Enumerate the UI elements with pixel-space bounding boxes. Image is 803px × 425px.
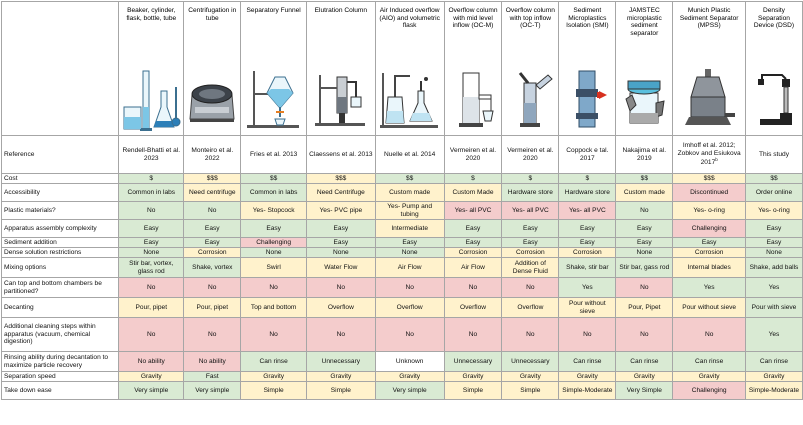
overflow-column-top-icon xyxy=(504,67,556,131)
criteria-label: Accessibility xyxy=(2,184,119,202)
rating-cell: Easy xyxy=(184,238,241,248)
rating-cell: Very simple xyxy=(119,382,184,400)
reference-footnote-marker: b xyxy=(715,157,718,163)
rating-cell: Easy xyxy=(119,238,184,248)
rating-cell: No xyxy=(559,318,616,352)
reference-cell xyxy=(375,136,444,174)
rating-cell: Easy xyxy=(559,238,616,248)
rating-cell: Gravity xyxy=(673,372,746,382)
rating-cell: Yes xyxy=(745,318,802,352)
rating-cell: Very simple xyxy=(184,382,241,400)
reference-cell xyxy=(616,136,673,174)
rating-cell: Can rinse xyxy=(241,352,307,372)
rating-cell: $$$ xyxy=(307,174,376,184)
rating-cell: Internal blades xyxy=(673,258,746,278)
rating-cell: Top and bottom xyxy=(241,298,307,318)
reference-cell xyxy=(241,136,307,174)
rating-cell: Easy xyxy=(559,220,616,238)
criteria-row xyxy=(2,382,803,400)
rating-cell: Overflow xyxy=(502,298,559,318)
criteria-row xyxy=(2,248,803,258)
apparatus-name: Overflow column with mid level inflow (OC-M) xyxy=(448,7,498,30)
reference-text: Monteiro et al. 2022 xyxy=(191,146,234,162)
rating-cell: Yes- PVC pipe xyxy=(307,202,376,220)
rating-cell: Simple xyxy=(307,382,376,400)
rating-cell: Can rinse xyxy=(673,352,746,372)
apparatus-header-cell xyxy=(119,2,184,136)
rating-cell: No xyxy=(502,278,559,298)
apparatus-header-cell xyxy=(241,2,307,136)
rating-cell: No ability xyxy=(119,352,184,372)
rating-cell: Yes- all PVC xyxy=(444,202,502,220)
rating-cell: Gravity xyxy=(241,372,307,382)
rating-cell: None xyxy=(119,248,184,258)
rating-cell: Yes- Stopcock xyxy=(241,202,307,220)
rating-cell: Challenging xyxy=(673,220,746,238)
rating-cell: No xyxy=(307,318,376,352)
rating-cell: No xyxy=(375,278,444,298)
jamstec-separator-icon xyxy=(618,67,670,131)
criteria-label: Decanting xyxy=(2,298,119,318)
criteria-label: Sediment addition xyxy=(2,238,119,248)
reference-row xyxy=(2,136,803,174)
rating-cell: Unnecessary xyxy=(307,352,376,372)
rating-cell: Gravity xyxy=(616,372,673,382)
reference-text: This study xyxy=(758,150,790,158)
criteria-row xyxy=(2,258,803,278)
reference-cell xyxy=(559,136,616,174)
criteria-row xyxy=(2,174,803,184)
criteria-row xyxy=(2,318,803,352)
rating-cell: Air Flow xyxy=(444,258,502,278)
apparatus-header-cell xyxy=(616,2,673,136)
rating-cell: Yes- Pump and tubing xyxy=(375,202,444,220)
smi-unit-icon xyxy=(561,67,613,131)
table-body xyxy=(2,2,803,400)
apparatus-header-cell xyxy=(745,2,802,136)
rating-cell: Common in labs xyxy=(241,184,307,202)
rating-cell: Custom made xyxy=(616,184,673,202)
rating-cell: Pour without sieve xyxy=(559,298,616,318)
apparatus-name: Munich Plastic Sediment Separator (MPSS) xyxy=(679,7,739,30)
elutriation-column-icon xyxy=(309,67,373,131)
criteria-label: Can top and bottom chambers be partitioned? xyxy=(2,278,119,298)
rating-cell: Challenging xyxy=(241,238,307,248)
rating-cell: Unnecessary xyxy=(444,352,502,372)
reference-text: Nakajima et al. 2019 xyxy=(622,146,667,162)
criteria-label: Plastic materials? xyxy=(2,202,119,220)
rating-cell: Swirl xyxy=(241,258,307,278)
criteria-row xyxy=(2,202,803,220)
rating-cell: No xyxy=(444,318,502,352)
rating-cell: Corrosion xyxy=(502,248,559,258)
rating-cell: No xyxy=(375,318,444,352)
rating-cell: $$ xyxy=(241,174,307,184)
rating-cell: Need centrifuge xyxy=(184,184,241,202)
rating-cell: No ability xyxy=(184,352,241,372)
criteria-row xyxy=(2,184,803,202)
rating-cell: Easy xyxy=(307,220,376,238)
rating-cell: Shake, stir bar xyxy=(559,258,616,278)
rating-cell: Easy xyxy=(616,220,673,238)
criteria-row xyxy=(2,298,803,318)
criteria-label: Separation speed xyxy=(2,372,119,382)
rating-cell: Simple xyxy=(502,382,559,400)
rating-cell: Easy xyxy=(119,220,184,238)
air-overflow-apparatus-icon xyxy=(378,67,442,133)
criteria-row xyxy=(2,278,803,298)
reference-cell xyxy=(444,136,502,174)
rating-cell: Gravity xyxy=(119,372,184,382)
rating-cell: None xyxy=(616,248,673,258)
criteria-row xyxy=(2,372,803,382)
criteria-label: Cost xyxy=(2,174,119,184)
rating-cell: Yes xyxy=(745,278,802,298)
reference-cell xyxy=(184,136,241,174)
rating-cell: Easy xyxy=(673,238,746,248)
apparatus-header-cell xyxy=(184,2,241,136)
rating-cell: Gravity xyxy=(307,372,376,382)
apparatus-name: Beaker, cylinder, flask, bottle, tube xyxy=(126,7,177,22)
reference-text: Fries et al. 2013 xyxy=(250,150,298,158)
rating-cell: Corrosion xyxy=(673,248,746,258)
rating-cell: Custom Made xyxy=(444,184,502,202)
rating-cell: Custom made xyxy=(375,184,444,202)
reference-text: Rendell-Bhatti et al. 2023 xyxy=(122,146,181,162)
rating-cell: Very Simple xyxy=(616,382,673,400)
apparatus-name: Centrifugation in tube xyxy=(188,7,237,22)
rating-cell: Yes xyxy=(559,278,616,298)
rating-cell: Challenging xyxy=(673,382,746,400)
rating-cell: Unknown xyxy=(375,352,444,372)
rating-cell: Need Centrifuge xyxy=(307,184,376,202)
rating-cell: Pour, pipet xyxy=(184,298,241,318)
reference-label: Reference xyxy=(2,136,119,174)
rating-cell: Pour, pipet xyxy=(119,298,184,318)
rating-cell: Discontinued xyxy=(673,184,746,202)
rating-cell: No xyxy=(184,202,241,220)
rating-cell: Yes- all PVC xyxy=(559,202,616,220)
rating-cell: No xyxy=(184,278,241,298)
rating-cell: Very simple xyxy=(375,382,444,400)
centrifuge-icon xyxy=(186,67,238,127)
apparatus-name: Density Separation Device (DSD) xyxy=(753,7,795,30)
comparison-table xyxy=(1,1,803,400)
criteria-label: Mixing options xyxy=(2,258,119,278)
rating-cell: Easy xyxy=(241,220,307,238)
rating-cell: Stir bar, vortex, glass rod xyxy=(119,258,184,278)
rating-cell: $$$ xyxy=(673,174,746,184)
reference-text: Claessens et al. 2013 xyxy=(309,150,373,158)
apparatus-header-cell xyxy=(502,2,559,136)
criteria-label: Rinsing ability during decantation to maximize particle recovery xyxy=(2,352,119,372)
apparatus-name: Sediment Microplastics Isolation (SMI) xyxy=(566,7,609,30)
rating-cell: Easy xyxy=(502,220,559,238)
reference-cell xyxy=(745,136,802,174)
rating-cell: Pour without sieve xyxy=(673,298,746,318)
rating-cell: Easy xyxy=(745,220,802,238)
rating-cell: $$ xyxy=(745,174,802,184)
rating-cell: Easy xyxy=(444,220,502,238)
rating-cell: Easy xyxy=(444,238,502,248)
rating-cell: Intermediate xyxy=(375,220,444,238)
reference-text: Nuelle et al. 2014 xyxy=(383,150,436,158)
rating-cell: $ xyxy=(559,174,616,184)
dsd-icon xyxy=(748,67,800,131)
rating-cell: No xyxy=(616,318,673,352)
rating-cell: $$ xyxy=(375,174,444,184)
rating-cell: No xyxy=(502,318,559,352)
criteria-label: Additional cleaning steps within apparatus (vacuum, chemical digestion) xyxy=(2,318,119,352)
reference-cell xyxy=(119,136,184,174)
apparatus-name: Elutration Column xyxy=(314,7,368,14)
rating-cell: No xyxy=(616,202,673,220)
apparatus-header-cell xyxy=(444,2,502,136)
criteria-row xyxy=(2,352,803,372)
rating-cell: None xyxy=(307,248,376,258)
rating-cell: None xyxy=(241,248,307,258)
rating-cell: Addition of Dense Fluid xyxy=(502,258,559,278)
rating-cell: Gravity xyxy=(502,372,559,382)
rating-cell: Corrosion xyxy=(184,248,241,258)
rating-cell: Yes- o-ring xyxy=(745,202,802,220)
rating-cell: Unnecessary xyxy=(502,352,559,372)
rating-cell: $ xyxy=(119,174,184,184)
rating-cell: Can rinse xyxy=(559,352,616,372)
rating-cell: No xyxy=(673,318,746,352)
rating-cell: Hardware store xyxy=(502,184,559,202)
rating-cell: No xyxy=(119,278,184,298)
rating-cell: Easy xyxy=(375,238,444,248)
rating-cell: Easy xyxy=(307,238,376,248)
rating-cell: Shake, add balls xyxy=(745,258,802,278)
criteria-row xyxy=(2,238,803,248)
rating-cell: Pour with sieve xyxy=(745,298,802,318)
apparatus-name: Overflow column with top inflow (OC-T) xyxy=(505,7,555,30)
rating-cell: Order online xyxy=(745,184,802,202)
criteria-label: Dense solution restrictions xyxy=(2,248,119,258)
rating-cell: Overflow xyxy=(375,298,444,318)
header-corner-cell xyxy=(2,2,119,136)
reference-text: Coppock e tal. 2017 xyxy=(566,146,609,162)
apparatus-name: JAMSTEC microplastic sediment separator xyxy=(626,7,662,37)
rating-cell: Gravity xyxy=(375,372,444,382)
rating-cell: None xyxy=(745,248,802,258)
rating-cell: $ xyxy=(502,174,559,184)
rating-cell: Overflow xyxy=(307,298,376,318)
rating-cell: Fast xyxy=(184,372,241,382)
rating-cell: Gravity xyxy=(444,372,502,382)
criteria-row xyxy=(2,220,803,238)
apparatus-header-cell xyxy=(559,2,616,136)
rating-cell: Common in labs xyxy=(119,184,184,202)
rating-cell: Simple xyxy=(444,382,502,400)
rating-cell: Simple xyxy=(241,382,307,400)
rating-cell: No xyxy=(307,278,376,298)
rating-cell: Yes xyxy=(673,278,746,298)
rating-cell: Corrosion xyxy=(444,248,502,258)
rating-cell: $ xyxy=(444,174,502,184)
rating-cell: No xyxy=(119,318,184,352)
rating-cell: Water Flow xyxy=(307,258,376,278)
rating-cell: Simple-Moderate xyxy=(745,382,802,400)
header-row xyxy=(2,2,803,136)
rating-cell: No xyxy=(241,318,307,352)
mpss-icon xyxy=(675,67,743,131)
rating-cell: Corrosion xyxy=(559,248,616,258)
rating-cell: No xyxy=(444,278,502,298)
rating-cell: Simple-Moderate xyxy=(559,382,616,400)
rating-cell: Shake, vortex xyxy=(184,258,241,278)
rating-cell: Pour, Pipet xyxy=(616,298,673,318)
labware-icon xyxy=(121,67,181,135)
rating-cell: No xyxy=(184,318,241,352)
rating-cell: Stir bar, gass rod xyxy=(616,258,673,278)
reference-cell xyxy=(673,136,746,174)
reference-cell xyxy=(307,136,376,174)
rating-cell: Can rinse xyxy=(616,352,673,372)
apparatus-name: Separatory Funnel xyxy=(246,7,301,14)
rating-cell: None xyxy=(375,248,444,258)
rating-cell: Gravity xyxy=(745,372,802,382)
rating-cell: Easy xyxy=(616,238,673,248)
reference-text: Imhoff et al. 2012; Zobkov and Esiukova 2017 xyxy=(677,142,741,167)
apparatus-header-cell xyxy=(673,2,746,136)
reference-text: Vermeiren et al. 2020 xyxy=(507,146,554,162)
rating-cell: No xyxy=(119,202,184,220)
rating-cell: Yes- o-ring xyxy=(673,202,746,220)
rating-cell: $$$ xyxy=(184,174,241,184)
criteria-label: Take down ease xyxy=(2,382,119,400)
rating-cell: Easy xyxy=(184,220,241,238)
separatory-funnel-icon xyxy=(243,67,304,131)
rating-cell: No xyxy=(616,278,673,298)
rating-cell: Overflow xyxy=(444,298,502,318)
rating-cell: Gravity xyxy=(559,372,616,382)
rating-cell: Air Flow xyxy=(375,258,444,278)
rating-cell: $$ xyxy=(616,174,673,184)
rating-cell: Easy xyxy=(745,238,802,248)
rating-cell: Hardware store xyxy=(559,184,616,202)
reference-cell xyxy=(502,136,559,174)
rating-cell: Can rinse xyxy=(745,352,802,372)
criteria-label: Apparatus assembly complexity xyxy=(2,220,119,238)
rating-cell: No xyxy=(241,278,307,298)
apparatus-name: Air Induced overflow (AIO) and volumetric flask xyxy=(379,7,440,30)
apparatus-header-cell xyxy=(375,2,444,136)
rating-cell: Easy xyxy=(502,238,559,248)
rating-cell: Yes- all PVC xyxy=(502,202,559,220)
overflow-column-mid-icon xyxy=(447,67,500,131)
reference-text: Vermeiren et al. 2020 xyxy=(449,146,497,162)
apparatus-header-cell xyxy=(307,2,376,136)
